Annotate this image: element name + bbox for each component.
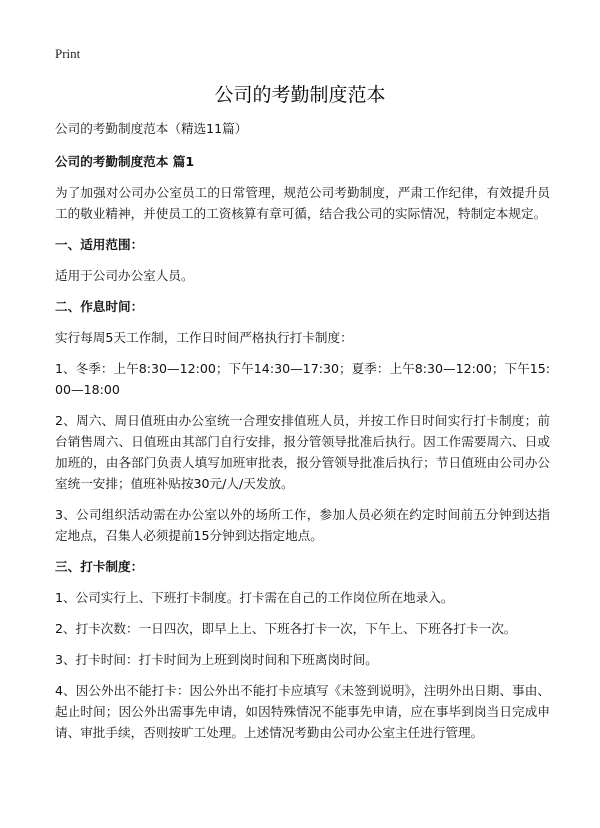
print-link[interactable]: Print xyxy=(55,46,81,61)
hours-item: 2、周六、周日值班由办公室统一合理安排值班人员，并按工作日时间实行打卡制度；前台销售周六、日值班由其部门自行安排，报分管领导批准后执行。因工作需要周六、日或加班的，由各部门负责人填写加班审批表，报分管领导批准后执行；节日值班由公司办公室统一安排；值班补贴按30元/人/天发放。 xyxy=(55,413,550,491)
heading-scope: 一、适用范围： xyxy=(55,237,144,252)
intro-paragraph: 为了加强对公司办公室员工的日常管理，规范公司考勤制度，严肃工作纪律，有效提升员工的敬业精神，并使员工的工资核算有章可循，结合我公司的实际情况，特制定本规定。 xyxy=(55,185,550,221)
section-title: 公司的考勤制度范本 篇1 xyxy=(55,154,195,169)
heading-hours: 二、作息时间： xyxy=(55,299,144,314)
document-subtitle: 公司的考勤制度范本（精选11篇） xyxy=(55,121,248,136)
clock-item: 3、打卡时间：打卡时间为上班到岗时间和下班离岗时间。 xyxy=(55,652,378,667)
scope-paragraph: 适用于公司办公室人员。 xyxy=(55,268,194,283)
hours-intro-paragraph: 实行每周5天工作制，工作日时间严格执行打卡制度： xyxy=(55,330,353,345)
hours-item: 1、冬季：上午8:30—12:00；下午14:30—17:30；夏季：上午8:30—12:00；下午15:00—18:00 xyxy=(55,361,550,397)
clock-item: 1、公司实行上、下班打卡制度。打卡需在自己的工作岗位所在地录入。 xyxy=(55,590,454,605)
page-title: 公司的考勤制度范本 xyxy=(214,84,386,106)
clock-item: 4、因公外出不能打卡：因公外出不能打卡应填写《未签到说明》，注明外出日期、事由、起止时间；因公外出需事先申请，如因特殊情况不能事先申请，应在事毕到岗当日完成申请、审批手续，否则按旷工处理。上述情况考勤由公司办公室主任进行管理。 xyxy=(55,683,550,740)
hours-item: 3、公司组织活动需在办公室以外的场所工作，参加人员必须在约定时间前五分钟到达指定地点，召集人必须提前15分钟到达指定地点。 xyxy=(55,507,550,543)
heading-clock: 三、打卡制度： xyxy=(55,559,144,574)
document-body xyxy=(55,118,550,753)
clock-item: 2、打卡次数：一日四次，即早上上、下班各打卡一次，下午上、下班各打卡一次。 xyxy=(55,621,517,636)
